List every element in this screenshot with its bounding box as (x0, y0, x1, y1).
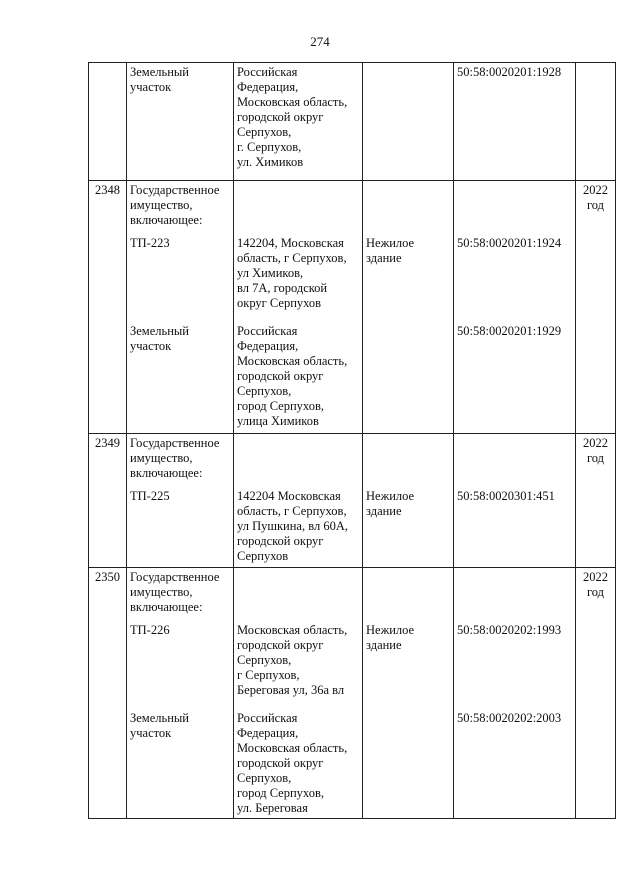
row-number-cell: 2350 (89, 568, 127, 819)
cadastral-number: 50:58:0020201:1929 (457, 324, 562, 338)
table-row (89, 63, 616, 181)
cadastral-cell (454, 568, 576, 819)
year-cell: 2022 год (576, 568, 616, 819)
page-number: 274 (310, 34, 330, 49)
object-address: Московская область, городской округ Серпухов, г Серпухов, Береговая ул, 36а вл (237, 623, 348, 697)
object-name: ТП-223 (130, 236, 170, 250)
object-name: ТП-225 (130, 489, 170, 503)
cadastral-number: 50:58:0020301:451 (457, 489, 555, 503)
year-cell: 2022 год (576, 181, 616, 434)
object-type-cell (363, 181, 454, 434)
group-header: Государственное имущество, включающее: (130, 183, 220, 227)
cadastral-number: 50:58:0020202:1993 (457, 623, 562, 637)
property-registry-table (88, 62, 616, 819)
cadastral-number: 50:58:0020202:2003 (457, 711, 562, 725)
group-header: Государственное имущество, включающее: (130, 436, 220, 480)
row-number-cell: 2348 (89, 181, 127, 434)
object-address: Российская Федерация, Московская область, городской округ Серпухов, г. Серпухов, ул. Химиков (237, 65, 348, 169)
object-address: Российская Федерация, Московская область, городской округ Серпухов, город Серпухов, ул. Береговая (237, 711, 348, 815)
address-cell (234, 434, 363, 568)
object-type-cell (363, 568, 454, 819)
table-row (89, 568, 616, 819)
object-type-cell (363, 434, 454, 568)
row-number-cell: 2349 (89, 434, 127, 568)
object-name-cell (127, 181, 234, 434)
object-name: Земельный участок (130, 324, 189, 353)
object-type-cell (363, 63, 454, 181)
row-number-cell (89, 63, 127, 181)
cadastral-cell (454, 181, 576, 434)
year-cell: 2022 год (576, 434, 616, 568)
object-name: ТП-226 (130, 623, 170, 637)
object-address: 142204 Московская область, г Серпухов, ул Пушкина, вл 60А, городской округ Серпухов (237, 489, 348, 563)
cadastral-number: 50:58:0020201:1924 (457, 236, 562, 250)
cadastral-cell (454, 63, 576, 181)
year-cell (576, 63, 616, 181)
object-address: 142204, Московская область, г Серпухов, ул Химиков, вл 7А, городской округ Серпухов (237, 236, 347, 310)
object-type: Нежилое здание (366, 489, 415, 518)
object-type: Нежилое здание (366, 623, 415, 652)
object-name-cell (127, 63, 234, 181)
object-type: Нежилое здание (366, 236, 415, 265)
object-name: Земельный участок (130, 711, 189, 740)
object-name-cell (127, 434, 234, 568)
table-row (89, 181, 616, 434)
address-cell (234, 568, 363, 819)
object-name-cell (127, 568, 234, 819)
object-address: Российская Федерация, Московская область, городской округ Серпухов, город Серпухов, улица Химиков (237, 324, 348, 428)
cadastral-cell (454, 434, 576, 568)
address-cell (234, 181, 363, 434)
object-name: Земельный участок (130, 65, 189, 94)
table-row (89, 434, 616, 568)
group-header: Государственное имущество, включающее: (130, 570, 220, 614)
cadastral-number: 50:58:0020201:1928 (457, 65, 562, 79)
address-cell (234, 63, 363, 181)
